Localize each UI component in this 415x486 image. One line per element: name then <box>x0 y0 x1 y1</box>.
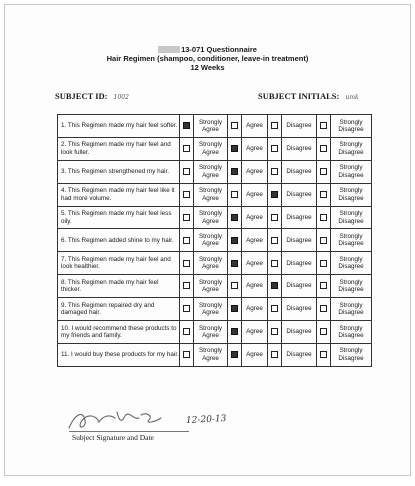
subject-id-value: 1002 <box>113 94 129 101</box>
strongly-agree-checkbox-cell[interactable] <box>180 343 194 366</box>
strongly-agree-checkbox[interactable] <box>183 191 190 198</box>
agree-checkbox[interactable] <box>231 328 238 335</box>
agree-label: Agree <box>242 115 268 138</box>
strongly-disagree-checkbox[interactable] <box>320 237 327 244</box>
questionnaire-page <box>4 4 411 476</box>
question-statement: 2. This Regimen made my hair feel and look fuller. <box>58 137 180 160</box>
disagree-label: Disagree <box>282 160 317 183</box>
disagree-checkbox-cell[interactable] <box>268 275 282 298</box>
strongly-agree-checkbox[interactable] <box>183 328 190 335</box>
strongly-disagree-checkbox[interactable] <box>320 351 327 358</box>
disagree-checkbox-cell[interactable] <box>268 343 282 366</box>
signature-scribble <box>63 406 163 434</box>
disagree-label: Disagree <box>282 137 317 160</box>
question-row <box>58 343 372 366</box>
strongly-disagree-checkbox[interactable] <box>320 305 327 312</box>
disagree-checkbox-cell[interactable] <box>268 252 282 275</box>
strongly-agree-checkbox[interactable] <box>183 305 190 312</box>
agree-checkbox[interactable] <box>231 305 238 312</box>
strongly-disagree-checkbox[interactable] <box>320 191 327 198</box>
strongly-agree-checkbox[interactable] <box>183 351 190 358</box>
strongly-agree-checkbox[interactable] <box>183 237 190 244</box>
agree-checkbox[interactable] <box>231 260 238 267</box>
redaction-mark <box>158 46 180 53</box>
strongly-disagree-label: Strongly Disagree <box>331 115 372 138</box>
disagree-checkbox[interactable] <box>271 282 278 289</box>
study-title: 13-071 Questionnaire <box>181 45 257 54</box>
strongly-disagree-checkbox-cell[interactable] <box>317 298 331 321</box>
disagree-checkbox[interactable] <box>271 328 278 335</box>
question-row <box>58 160 372 183</box>
agree-checkbox-cell[interactable] <box>228 229 242 252</box>
strongly-disagree-checkbox-cell[interactable] <box>317 137 331 160</box>
strongly-agree-label: Strongly Agree <box>194 137 228 160</box>
disagree-checkbox-cell[interactable] <box>268 229 282 252</box>
subject-id-field <box>55 91 129 101</box>
disagree-label: Disagree <box>282 229 317 252</box>
agree-label: Agree <box>242 343 268 366</box>
agree-checkbox-cell[interactable] <box>228 183 242 206</box>
strongly-agree-checkbox-cell[interactable] <box>180 160 194 183</box>
disagree-label: Disagree <box>282 298 317 321</box>
strongly-disagree-checkbox-cell[interactable] <box>317 206 331 229</box>
disagree-label: Disagree <box>282 206 317 229</box>
strongly-agree-label: Strongly Agree <box>194 321 228 344</box>
strongly-disagree-checkbox-cell[interactable] <box>317 252 331 275</box>
study-title-line <box>5 45 410 54</box>
strongly-agree-checkbox-cell[interactable] <box>180 298 194 321</box>
strongly-agree-label: Strongly Agree <box>194 343 228 366</box>
agree-label: Agree <box>242 275 268 298</box>
strongly-disagree-checkbox-cell[interactable] <box>317 160 331 183</box>
question-statement: 8. This Regimen made my hair feel thicker. <box>58 275 180 298</box>
strongly-agree-checkbox[interactable] <box>183 145 190 152</box>
question-row <box>58 206 372 229</box>
strongly-agree-checkbox-cell[interactable] <box>180 252 194 275</box>
disagree-label: Disagree <box>282 183 317 206</box>
strongly-disagree-label: Strongly Disagree <box>331 343 372 366</box>
signature-date: 12-20-13 <box>185 413 227 427</box>
subject-initials-field <box>258 91 359 101</box>
strongly-agree-checkbox-cell[interactable] <box>180 229 194 252</box>
strongly-agree-checkbox[interactable] <box>183 260 190 267</box>
strongly-disagree-label: Strongly Disagree <box>331 321 372 344</box>
strongly-disagree-checkbox[interactable] <box>320 328 327 335</box>
question-statement: 1. This Regimen made my hair feel softer. <box>58 115 180 138</box>
strongly-agree-label: Strongly Agree <box>194 115 228 138</box>
strongly-disagree-label: Strongly Disagree <box>331 206 372 229</box>
strongly-disagree-label: Strongly Disagree <box>331 252 372 275</box>
question-row <box>58 252 372 275</box>
disagree-checkbox[interactable] <box>271 168 278 175</box>
strongly-disagree-label: Strongly Disagree <box>331 183 372 206</box>
strongly-agree-checkbox-cell[interactable] <box>180 137 194 160</box>
agree-checkbox-cell[interactable] <box>228 275 242 298</box>
agree-label: Agree <box>242 321 268 344</box>
regimen-title: Hair Regimen (shampoo, conditioner, leave-in treatment) <box>106 54 309 63</box>
signature-label: Subject Signature and Date <box>72 433 154 442</box>
disagree-checkbox-cell[interactable] <box>268 183 282 206</box>
subject-initials-value: umk <box>345 94 359 101</box>
agree-checkbox-cell[interactable] <box>228 160 242 183</box>
disagree-checkbox[interactable] <box>271 191 278 198</box>
question-row <box>58 115 372 138</box>
agree-label: Agree <box>242 206 268 229</box>
strongly-disagree-checkbox-cell[interactable] <box>317 229 331 252</box>
question-statement: 3. This Regimen strengthened my hair. <box>58 160 180 183</box>
strongly-agree-label: Strongly Agree <box>194 206 228 229</box>
strongly-agree-checkbox-cell[interactable] <box>180 321 194 344</box>
disagree-checkbox[interactable] <box>271 122 278 129</box>
agree-checkbox-cell[interactable] <box>228 137 242 160</box>
strongly-disagree-label: Strongly Disagree <box>331 298 372 321</box>
strongly-agree-label: Strongly Agree <box>194 252 228 275</box>
timepoint: 12 Weeks <box>190 63 225 72</box>
strongly-disagree-label: Strongly Disagree <box>331 229 372 252</box>
agree-label: Agree <box>242 160 268 183</box>
agree-checkbox-cell[interactable] <box>228 298 242 321</box>
agree-checkbox-cell[interactable] <box>228 115 242 138</box>
strongly-disagree-checkbox-cell[interactable] <box>317 343 331 366</box>
strongly-agree-checkbox[interactable] <box>183 282 190 289</box>
strongly-disagree-checkbox[interactable] <box>320 214 327 221</box>
strongly-agree-checkbox-cell[interactable] <box>180 206 194 229</box>
disagree-checkbox[interactable] <box>271 260 278 267</box>
question-row <box>58 321 372 344</box>
strongly-disagree-checkbox-cell[interactable] <box>317 321 331 344</box>
question-row <box>58 183 372 206</box>
strongly-agree-label: Strongly Agree <box>194 183 228 206</box>
agree-checkbox-cell[interactable] <box>228 252 242 275</box>
disagree-checkbox[interactable] <box>271 351 278 358</box>
signature-line <box>69 431 189 432</box>
strongly-agree-checkbox[interactable] <box>183 122 190 129</box>
disagree-checkbox-cell[interactable] <box>268 321 282 344</box>
disagree-checkbox[interactable] <box>271 305 278 312</box>
strongly-agree-checkbox-cell[interactable] <box>180 275 194 298</box>
strongly-agree-checkbox[interactable] <box>183 168 190 175</box>
question-statement: 4. This Regimen made my hair feel like it had more volume. <box>58 183 180 206</box>
strongly-agree-label: Strongly Agree <box>194 229 228 252</box>
strongly-disagree-label: Strongly Disagree <box>331 137 372 160</box>
agree-checkbox[interactable] <box>231 191 238 198</box>
agree-checkbox[interactable] <box>231 122 238 129</box>
header <box>5 45 410 72</box>
disagree-checkbox[interactable] <box>271 214 278 221</box>
agree-label: Agree <box>242 183 268 206</box>
disagree-checkbox-cell[interactable] <box>268 298 282 321</box>
questionnaire-table <box>57 114 372 367</box>
strongly-agree-checkbox-cell[interactable] <box>180 183 194 206</box>
question-statement: 9. This Regimen repaired dry and damaged hair. <box>58 298 180 321</box>
strongly-disagree-checkbox-cell[interactable] <box>317 115 331 138</box>
agree-label: Agree <box>242 229 268 252</box>
strongly-disagree-checkbox[interactable] <box>320 168 327 175</box>
agree-checkbox[interactable] <box>231 145 238 152</box>
disagree-label: Disagree <box>282 252 317 275</box>
question-row <box>58 275 372 298</box>
strongly-disagree-checkbox-cell[interactable] <box>317 275 331 298</box>
disagree-label: Disagree <box>282 343 317 366</box>
strongly-agree-label: Strongly Agree <box>194 275 228 298</box>
strongly-agree-checkbox[interactable] <box>183 214 190 221</box>
disagree-label: Disagree <box>282 275 317 298</box>
disagree-checkbox-cell[interactable] <box>268 137 282 160</box>
subject-id-label: SUBJECT ID: <box>55 91 108 101</box>
strongly-agree-checkbox-cell[interactable] <box>180 115 194 138</box>
agree-checkbox[interactable] <box>231 168 238 175</box>
question-row <box>58 137 372 160</box>
agree-label: Agree <box>242 252 268 275</box>
disagree-checkbox-cell[interactable] <box>268 115 282 138</box>
agree-checkbox[interactable] <box>231 351 238 358</box>
agree-checkbox[interactable] <box>231 214 238 221</box>
question-row <box>58 298 372 321</box>
strongly-agree-label: Strongly Agree <box>194 160 228 183</box>
agree-label: Agree <box>242 137 268 160</box>
disagree-label: Disagree <box>282 115 317 138</box>
strongly-disagree-label: Strongly Disagree <box>331 275 372 298</box>
agree-checkbox-cell[interactable] <box>228 343 242 366</box>
question-statement: 11. I would buy these products for my hair. <box>58 343 180 366</box>
question-statement: 10. I would recommend these products to my friends and family. <box>58 321 180 344</box>
subject-initials-label: SUBJECT INITIALS: <box>258 91 340 101</box>
question-statement: 7. This Regimen made my hair feel and look healthier. <box>58 252 180 275</box>
question-statement: 6. This Regimen added shine to my hair. <box>58 229 180 252</box>
disagree-checkbox-cell[interactable] <box>268 206 282 229</box>
strongly-disagree-checkbox-cell[interactable] <box>317 183 331 206</box>
disagree-checkbox-cell[interactable] <box>268 160 282 183</box>
strongly-disagree-checkbox[interactable] <box>320 282 327 289</box>
agree-checkbox-cell[interactable] <box>228 206 242 229</box>
disagree-checkbox[interactable] <box>271 145 278 152</box>
questionnaire-body <box>58 115 372 367</box>
strongly-agree-label: Strongly Agree <box>194 298 228 321</box>
strongly-disagree-checkbox[interactable] <box>320 145 327 152</box>
question-row <box>58 229 372 252</box>
disagree-label: Disagree <box>282 321 317 344</box>
question-statement: 5. This Regimen made my hair feel less oily. <box>58 206 180 229</box>
strongly-disagree-checkbox[interactable] <box>320 260 327 267</box>
strongly-disagree-checkbox[interactable] <box>320 122 327 129</box>
agree-checkbox-cell[interactable] <box>228 321 242 344</box>
agree-checkbox[interactable] <box>231 282 238 289</box>
agree-label: Agree <box>242 298 268 321</box>
strongly-disagree-label: Strongly Disagree <box>331 160 372 183</box>
agree-checkbox[interactable] <box>231 237 238 244</box>
disagree-checkbox[interactable] <box>271 237 278 244</box>
